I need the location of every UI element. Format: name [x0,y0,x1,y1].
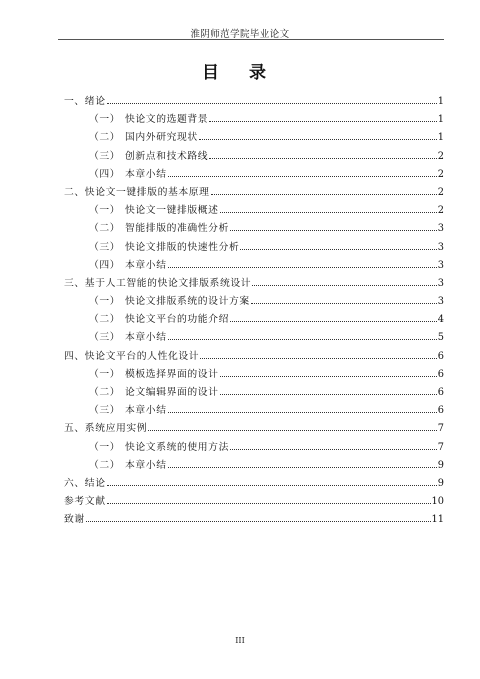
toc-entry[interactable] [64,493,444,511]
toc-entry-text: 快论文平台的功能介绍 [125,314,229,326]
toc-entry[interactable] [64,239,444,257]
toc-dot-leader [107,484,437,486]
table-of-contents [64,93,444,530]
toc-entry-number: （四） [89,259,121,271]
toc-page-number: 3 [437,277,444,289]
toc-entry-number: （二） [89,459,121,471]
toc-dot-leader [251,302,437,304]
toc-entry[interactable] [64,348,444,366]
toc-entry[interactable] [64,220,444,238]
toc-entry-number: （二） [89,223,121,235]
toc-entry-number: （三） [89,150,121,162]
toc-entry-text: 国内外研究现状 [125,132,198,144]
toc-entry-label [89,220,229,234]
toc-entry-number: （一） [89,296,121,308]
page-number: III [235,636,245,645]
toc-entry[interactable] [64,457,444,475]
toc-entry-text: 绪论 [84,96,106,107]
toc-page-number: 2 [437,168,444,180]
toc-entry-number: （二） [89,314,121,326]
toc-entry-number: （三） [89,241,121,253]
toc-entry-label [64,511,85,525]
toc-page-number: 6 [437,350,444,362]
toc-entry-text: 论文编辑界面的设计 [125,387,219,398]
toc-entry-label [89,239,239,253]
toc-entry-text: 致谢 [64,514,85,526]
toc-entry-text: 快论文系统的使用方法 [125,441,229,453]
toc-entry-label [64,420,147,434]
toc-page-number: 6 [437,387,444,398]
toc-entry-text: 参考文献 [64,496,106,508]
toc-entry-text: 快论文平台的人性化设计 [84,350,200,362]
toc-dot-leader [220,393,437,395]
toc-entry[interactable] [64,293,444,311]
toc-dot-leader [199,138,437,140]
toc-page-number: 3 [437,259,444,271]
toc-entry-text: 本章小结 [125,459,167,471]
toc-dot-leader [107,102,437,104]
toc-entry-number: （一） [89,368,121,380]
toc-page-number: 10 [431,496,444,508]
toc-entry-text: 结论 [84,477,106,489]
toc-entry-label [89,439,229,453]
toc-entry-label [64,493,106,507]
toc-entry-text: 快论文排版系统的设计方案 [125,296,250,308]
toc-entry-label [89,293,250,307]
toc-entry[interactable] [64,202,444,220]
toc-dot-leader [168,266,437,268]
toc-entry-text: 快论文一键排版的基本原理 [84,186,210,198]
toc-entry-label [64,475,106,489]
toc-page-number: 9 [437,459,444,471]
toc-entry-label [89,402,167,416]
toc-entry-text: 本章小结 [125,332,167,344]
toc-entry-label [89,366,219,380]
toc-entry[interactable] [64,329,444,347]
toc-entry-number: 四、 [64,350,85,362]
toc-entry[interactable] [64,511,444,529]
toc-entry-text: 智能排版的准确性分析 [125,223,229,235]
toc-page-number: 2 [437,150,444,162]
toc-entry-text: 本章小结 [125,259,167,271]
toc-entry-label [64,348,199,362]
toc-entry[interactable] [64,129,444,147]
toc-dot-leader [148,429,437,431]
toc-entry-number: （一） [89,205,121,217]
toc-dot-leader [168,338,437,340]
toc-entry-text: 快论文一键排版概述 [125,205,219,217]
toc-entry[interactable] [64,366,444,384]
toc-entry-number: （二） [89,132,121,144]
toc-entry-label [89,202,219,216]
toc-entry-label [64,184,210,198]
toc-entry[interactable] [64,93,444,111]
running-header: 淮阴师范学院毕业论文 [190,29,290,40]
toc-page-number: 1 [437,96,444,107]
toc-page-number: 6 [437,405,444,417]
toc-dot-leader [86,520,431,522]
toc-dot-leader [211,193,437,195]
toc-entry-number: 六、 [64,477,85,489]
toc-dot-leader [209,157,437,159]
toc-dot-leader [252,284,437,286]
toc-entry-label [64,93,106,107]
toc-dot-leader [230,448,437,450]
toc-page-number: 5 [437,332,444,344]
toc-entry[interactable] [64,148,444,166]
toc-entry-label [89,329,167,343]
toc-page-number: 1 [437,132,444,144]
toc-dot-leader [230,320,437,322]
toc-entry-number: （一） [89,114,121,126]
toc-entry-label [89,311,229,325]
toc-entry[interactable] [64,257,444,275]
toc-entry[interactable] [64,402,444,420]
toc-dot-leader [107,502,431,504]
toc-entry-number: 三、 [64,277,85,289]
toc-page-number: 9 [437,477,444,489]
toc-entry-number: （三） [89,332,121,344]
toc-entry[interactable] [64,475,444,493]
toc-entry-text: 本章小结 [125,168,167,180]
toc-page-number: 2 [437,205,444,217]
toc-page-number: 1 [437,114,444,126]
toc-entry-text: 快论文的选题背景 [125,114,209,126]
toc-entry-label [64,275,251,289]
toc-dot-leader [209,120,437,122]
toc-entry[interactable] [64,275,444,293]
toc-page-number: 7 [437,441,444,453]
toc-entry-label [89,148,208,162]
toc-entry-text: 创新点和技术路线 [125,150,209,162]
toc-dot-leader [168,411,437,413]
toc-dot-leader [168,175,437,177]
toc-entry-text: 系统应用实例 [84,423,148,435]
toc-entry[interactable] [64,111,444,129]
toc-entry-number: （四） [89,168,121,180]
toc-entry-label [89,457,167,471]
toc-page-number: 2 [437,186,444,198]
toc-entry-number: （一） [89,441,121,453]
toc-entry-number: （二） [89,387,121,398]
toc-entry-text: 本章小结 [125,405,167,417]
toc-dot-leader [220,375,437,377]
toc-page-number: 7 [437,423,444,435]
toc-entry-label [89,384,219,398]
toc-entry-text: 快论文排版的快速性分析 [125,241,240,253]
toc-entry-label [89,257,167,271]
toc-entry[interactable] [64,384,444,402]
header-divider [58,39,444,40]
toc-dot-leader [230,229,437,231]
toc-entry-text: 模板选择界面的设计 [125,368,219,380]
toc-page-number: 4 [437,314,444,326]
toc-entry[interactable] [64,184,444,202]
toc-entry-number: 一、 [64,96,85,107]
toc-page-number: 3 [437,223,444,235]
toc-entry-number: 二、 [64,186,85,198]
toc-entry[interactable] [64,311,444,329]
toc-title: 目 录 [202,63,278,83]
toc-entry-label [89,129,198,143]
toc-entry-number: 五、 [64,423,85,435]
toc-entry-text: 基于人工智能的快论文排版系统设计 [84,277,252,289]
toc-entry[interactable] [64,166,444,184]
toc-dot-leader [240,248,436,250]
toc-entry[interactable] [64,439,444,457]
toc-dot-leader [168,466,437,468]
toc-entry[interactable] [64,420,444,438]
toc-page-number: 3 [437,241,444,253]
toc-entry-label [89,111,208,125]
toc-dot-leader [200,357,437,359]
toc-entry-number: （三） [89,405,121,417]
toc-entry-label [89,166,167,180]
toc-page-number: 6 [437,368,444,380]
toc-dot-leader [220,211,437,213]
toc-page-number: 11 [431,514,444,526]
toc-page-number: 3 [437,296,444,308]
